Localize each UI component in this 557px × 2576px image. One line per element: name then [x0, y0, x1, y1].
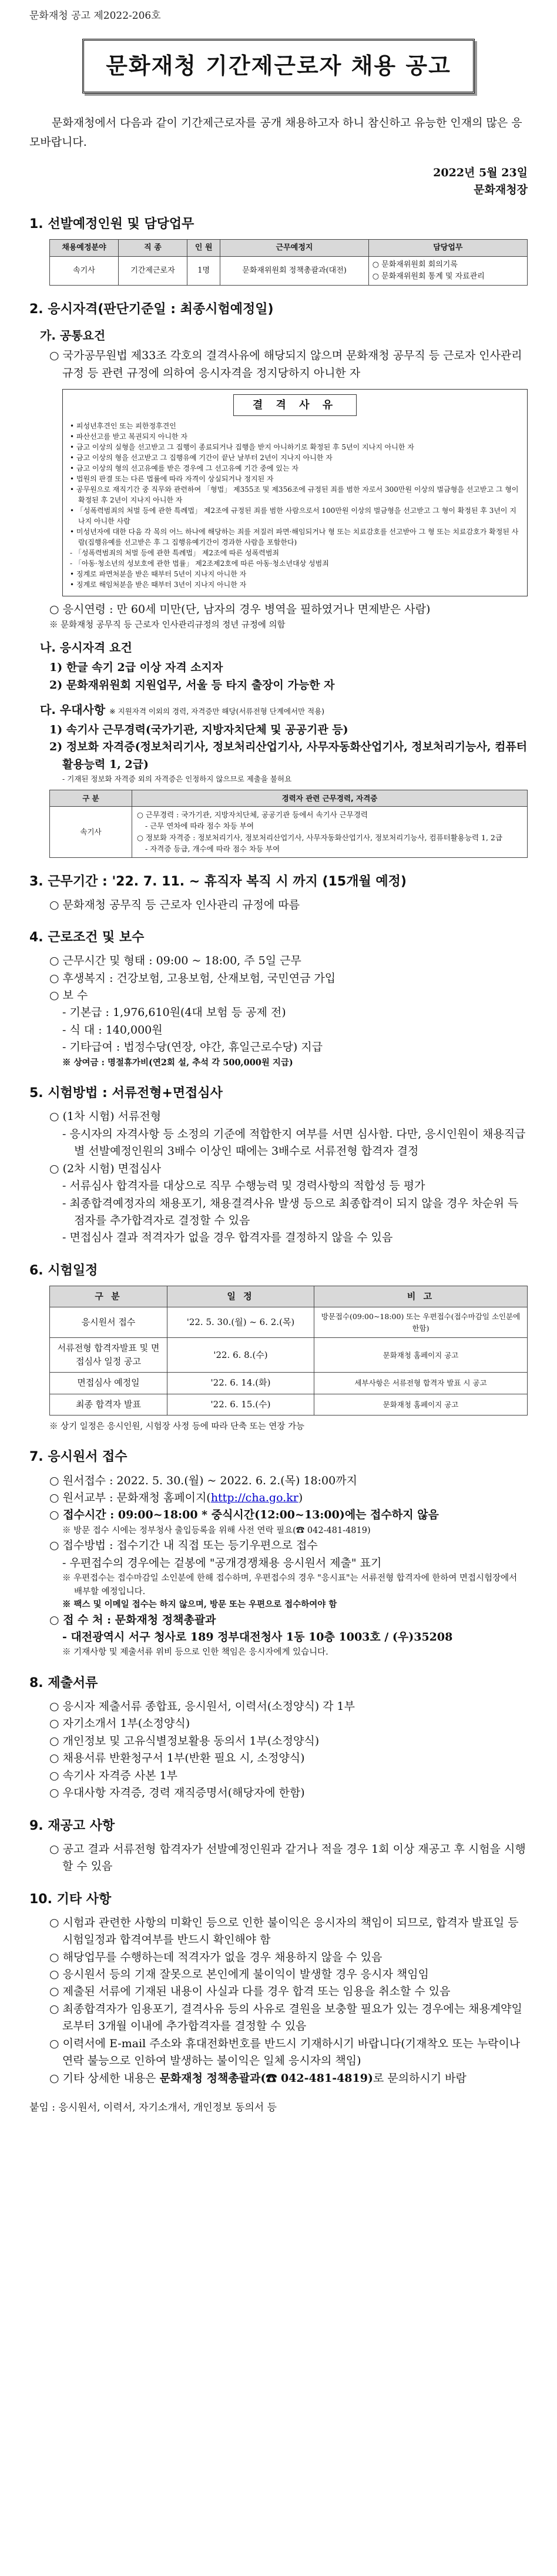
application-office: ○ 접 수 처 : 문화재청 정책총괄과 [49, 1613, 216, 1626]
table-cell: 기간제근로자 [118, 256, 187, 285]
requirement-item: 2) 문화재위원회 지원업무, 서울 등 타지 출장이 가능한 자 [49, 678, 335, 692]
table-cell: 최종 합격자 발표 [50, 1394, 167, 1415]
notice-number: 문화재청 공고 제2022-206호 [29, 10, 161, 22]
document-item: ○ 자기소개서 1부(소정양식) [49, 1717, 190, 1730]
qualification-line: ○ 정보화 자격증 : 정보처리기사, 정보처리산업기사, 사무자동화산업기사, 정보처리기능사, 컴퓨터활용능력 1, 2급 [137, 833, 502, 842]
work-period-rule: ○ 문화재청 공무직 등 근로자 인사관리 규정에 따름 [49, 898, 300, 911]
other-item: ○ 이력서에 E-mail 주소와 휴대전화번호를 반드시 기재하시기 바랍니다(기재착오 또는 누락이나 연락 불능으로 인하여 발생하는 불이익은 일체 응시자의 책임) [49, 2037, 521, 2068]
homepage-link[interactable]: http://cha.go.kr [210, 1491, 298, 1504]
table-cell: '22. 6. 14.(화) [167, 1373, 314, 1394]
table-header-row [50, 239, 528, 256]
contact-item [49, 2070, 528, 2087]
document-item: ○ 개인정보 및 고유식별정보활용 동의서 1부(소정양식) [49, 1734, 320, 1747]
exam-step-2: ○ (2차 시험) 면접심사 [49, 1162, 162, 1175]
table-cell: 문화재위원회 정책총괄과(대전) [220, 256, 368, 285]
table-cell: 문화재청 홈페이지 공고 [314, 1394, 528, 1415]
table-cell: 1명 [187, 256, 220, 285]
table-cell: 응시원서 접수 [50, 1307, 167, 1338]
section-1-heading: 1. 선발예정인원 및 담당업무 [29, 216, 194, 232]
qualification-line: - 근무 연차에 따라 점수 차등 부여 [145, 821, 254, 831]
other-pay: - 기타급여 : 법정수당(연장, 야간, 휴일근로수당) 지급 [62, 1041, 323, 1054]
table-header-cell: 비 고 [314, 1286, 528, 1307]
section-10-heading: 10. 기타 사항 [29, 1891, 112, 1907]
other-item: ○ 제출된 서류에 기재된 내용이 사실과 다를 경우 합격 또는 임용을 취소할 수 있음 [49, 1985, 451, 1998]
age-note: ※ 문화재청 공무직 등 근로자 인사관리규정의 정년 규정에 의함 [49, 620, 286, 630]
disqualification-item: • 미성년자에 대한 다음 각 목의 어느 하나에 해당하는 죄를 저질러 파면·해임되거나 형 또는 치료감호를 선고받아 그 형 또는 치료감호가 확정된 사람(집행유예를 선고받은 후 그 집행유예기간이 경과한 사람을 포함한다) [70, 528, 519, 547]
disqualification-item: - 「성폭력범죄의 처벌 등에 관한 특례법」 제2조에 따른 성폭력범죄 [70, 549, 280, 558]
application-method-note: ※ 우편접수는 접수마감일 소인분에 한해 접수하며, 우편접수의 경우 "응시표"는 서류전형 합격자에 한하여 면접시험장에서 배부할 예정입니다. [62, 1574, 518, 1596]
table-cell: '22. 6. 8.(수) [167, 1337, 314, 1373]
welfare: ○ 후생복지 : 건강보험, 고용보험, 산재보험, 국민연금 가입 [49, 971, 336, 985]
meal-pay: - 식 대 : 140,000원 [62, 1023, 163, 1037]
table-cell: 면접심사 예정일 [50, 1373, 167, 1394]
application-address: - 대전광역시 서구 청사로 189 정부대전청사 1동 10층 1003호 / (우)35208 [62, 1631, 453, 1643]
table-cell: 문화재청 홈페이지 공고 [314, 1337, 528, 1373]
form-source-suffix: ) [298, 1491, 303, 1504]
table-cell: 서류전형 합격자발표 및 면접심사 일정 공고 [50, 1337, 167, 1373]
subsection-common: 가. 공통요건 [40, 328, 106, 343]
application-method-note: ※ 팩스 및 이메일 접수는 하지 않으며, 방문 또는 우편으로 접수하여야 함 [62, 1599, 337, 1610]
table-row [50, 256, 528, 285]
disqualification-item: • 법원의 판결 또는 다른 법률에 따라 자격이 상실되거나 정지된 자 [70, 475, 274, 484]
table-row [50, 1307, 528, 1338]
table-cell: 세부사항은 서류전형 합격자 발표 시 공고 [314, 1373, 528, 1394]
document-item: ○ 우대사항 자격증, 경력 재직증명서(해당자에 한함) [49, 1786, 305, 1800]
table-header-cell: 인 원 [187, 239, 220, 256]
disqualification-item: • 피성년후견인 또는 피한정후견인 [70, 422, 176, 431]
section-3-heading: 3. 근무기간 : '22. 7. 11. ~ 휴직자 복직 시 까지 (15개월 예정) [29, 874, 407, 889]
subsection-preferences [40, 701, 528, 719]
section-2-heading: 2. 응시자격(판단기준일 : 최종시험예정일) [29, 302, 274, 317]
table-cell: 속기사 [50, 807, 132, 858]
disqualification-item: • 파산선고를 받고 복권되지 아니한 자 [70, 432, 188, 441]
exam-step-1: ○ (1차 시험) 서류전형 [49, 1110, 162, 1123]
disqualification-item: • 금고 이상의 실형을 선고받고 그 집행이 종료되거나 집행을 받지 아니하기로 확정된 후 5년이 지나지 아니한 자 [70, 443, 414, 452]
disqualification-item: • 징계로 파면처분을 받은 때부터 5년이 지나지 아니한 자 [70, 570, 247, 579]
page-title: 문화재청 기간제근로자 채용 공고 [82, 39, 475, 93]
re-announcement-text: ○ 공고 결과 서류전형 합격자가 선발예정인원과 같거나 적을 경우 1회 이상 재공고 후 시험을 시행할 수 있음 [49, 1842, 526, 1873]
table-cell: 방문접수(09:00~18:00) 또는 우편접수(접수마감일 소인분에 한함) [314, 1307, 528, 1338]
disqualification-item: • 징계로 해임처분을 받은 때부터 3년이 지나지 아니한 자 [70, 581, 247, 589]
table-header-cell: 직 종 [118, 239, 187, 256]
table-header-cell: 경력자 관련 근무경력, 자격증 [132, 790, 528, 806]
disqualification-item: • 「성폭력범죄의 처벌 등에 관한 특례법」 제2조에 규정된 죄를 범한 사람으로서 100만원 이상의 벌금형을 선고받고 그 형이 확정된 후 3년이 지나지 아니한 사람 [70, 507, 516, 526]
disqualification-item: • 금고 이상의 형의 선고유예를 받은 경우에 그 선고유예 기간 중에 있는 자 [70, 464, 299, 473]
table-header-row [50, 790, 528, 806]
common-requirement-text: ○ 국가공무원법 제33조 각호의 결격사유에 해당되지 않으며 문화재청 공무직 등 근로자 인사관리규정 등 관련 규정에 의하여 응시자격을 정지당하지 아니한 자 [49, 349, 522, 380]
application-responsibility-note: ※ 기재사항 및 제출서류 위비 등으로 인한 책임은 응시자에게 있습니다. [62, 1648, 328, 1658]
document-item: ○ 속기사 자격증 사본 1부 [49, 1769, 178, 1782]
table-row [50, 1337, 528, 1373]
preferences-note: ※ 지원자격 이외의 경력, 자격증만 해당(서류전형 단계에서만 적용) [109, 706, 325, 716]
section-8-heading: 8. 제출서류 [29, 1675, 98, 1690]
document-item: ○ 응시자 제출서류 종합표, 응시원서, 이력서(소정양식) 각 1부 [49, 1700, 355, 1713]
intro-text: 문화재청에서 다음과 같이 기간제근로자를 공개 채용하고자 하니 참신하고 유능한 인재의 많은 응모바랍니다. [29, 116, 522, 149]
exam-step-2-text: - 서류심사 합격자를 대상으로 직무 수행능력 및 경력사항의 적합성 등 평가 [62, 1179, 425, 1193]
disqualification-item: - 「아동·청소년의 성보호에 관한 법률」 제2조제2호에 따른 아동·청소년대상 성범죄 [70, 559, 329, 568]
table-header-cell: 일 정 [167, 1286, 314, 1307]
other-item: ○ 응시원서 등의 기재 잘못으로 본인에게 불이익이 발생할 경우 응시자 책임임 [49, 1968, 429, 1981]
exam-step-2-text: - 면접심사 결과 적격자가 없을 경우 합격자를 결정하지 않을 수 있음 [62, 1231, 393, 1245]
table-header-cell: 구 분 [50, 790, 132, 806]
table-header-row [50, 1286, 528, 1307]
section-7-heading: 7. 응시원서 접수 [29, 1450, 127, 1465]
table-cell: 속기사 [50, 256, 119, 285]
table-header-cell: 채용예정분야 [50, 239, 119, 256]
preference-note: - 기재된 정보화 자격증 외의 자격증은 인정하지 않으므로 제출을 불허요 [62, 774, 292, 784]
qualification-table [49, 790, 528, 858]
table-cell: '22. 5. 30.(월) ~ 6. 2.(목) [167, 1307, 314, 1338]
other-item: ○ 최종합격자가 임용포기, 결격사유 등의 사유로 결원을 보충할 필요가 있는 경우에는 채용계약일로부터 3개월 이내에 추가합격자를 결정할 수 있음 [49, 2002, 522, 2033]
table-header-cell: 근무예정지 [220, 239, 368, 256]
schedule-table [49, 1286, 528, 1416]
contact-department: 문화재청 정책총괄과(☎ 042-481-4819) [159, 2071, 373, 2085]
requirement-item: 1) 한글 속기 2급 이상 자격 소지자 [49, 661, 223, 675]
table-row [50, 1373, 528, 1394]
schedule-note: ※ 상기 일정은 응시인원, 시험장 사정 등에 따라 단축 또는 연장 가능 [49, 1421, 304, 1431]
preference-item: 1) 속기사 근무경력(국가기관, 지방자치단체 및 공공기관 등) [49, 723, 348, 736]
disqualification-list [70, 421, 520, 590]
bonus-note: ※ 상여금 : 명절휴가비(연2회 설, 추석 각 500,000원 지급) [62, 1057, 293, 1068]
table-cell: '22. 6. 15.(수) [167, 1394, 314, 1415]
application-hours: ○ 접수시간 : 09:00~18:00 * 중식시간(12:00~13:00)에는 접수하지 않음 [49, 1508, 439, 1522]
issuing-org: 문화재청장 [474, 183, 528, 197]
attachments-line: 붙임 : 응시원서, 이력서, 자기소개서, 개인정보 동의서 등 [29, 2102, 277, 2114]
notice-date: 2022년 5월 23일 [433, 166, 528, 179]
base-pay: - 기본급 : 1,976,610원(4대 보험 등 공제 전) [62, 1006, 286, 1019]
table-header-cell: 구 분 [50, 1286, 167, 1307]
subsection-requirements: 나. 응시자격 요건 [40, 640, 132, 655]
section-6-heading: 6. 시험일정 [29, 1263, 98, 1278]
other-item: ○ 해당업무를 수행하는데 적격자가 없을 경우 채용하지 않을 수 있음 [49, 1950, 382, 1964]
contact-prefix: ○ 기타 상세한 내용은 [49, 2071, 160, 2085]
age-requirement: ○ 응시연령 : 만 60세 미만(단, 남자의 경우 병역을 필하였거나 면제받은 사람) [49, 603, 431, 616]
section-5-heading: 5. 시험방법 : 서류전형+면접심사 [29, 1086, 223, 1101]
other-item: ○ 시험과 관련한 사항의 미확인 등으로 인한 불이익은 응시자의 책임이 되므로, 합격자 발표일 등 시험일정과 합격여부를 반드시 확인해야 함 [49, 1916, 519, 1947]
position-table [49, 239, 528, 286]
exam-step-1-text: - 응시자의 자격사항 등 소정의 기준에 적합한지 여부를 서면 심사함. 다만, 응시인원이 채용직급별 선발예정인원의 3배수 이상인 때에는 3배수로 서류전형 합격자 결정 [62, 1127, 526, 1158]
application-method-mail: - 우편접수의 경우에는 겉봉에 "공개경쟁채용 응시원서 제출" 표기 [62, 1556, 382, 1569]
table-cell: ○ 문화재위원회 회의기록 ○ 문화재위원회 통계 및 자료관리 [368, 256, 527, 285]
preferences-label: 다. 우대사항 [40, 702, 106, 717]
application-method: ○ 접수방법 : 접수기간 내 직접 또는 등기우편으로 접수 [49, 1539, 318, 1552]
contact-suffix: 로 문의하시기 바람 [373, 2071, 467, 2085]
qualification-line: ○ 근무경력 : 국가기관, 지방자치단체, 공공기관 등에서 속기사 근무경력 [137, 810, 368, 820]
disqualification-title: 결 격 사 유 [233, 394, 357, 416]
application-hours-note: ※ 방문 접수 시에는 정부청사 출입등록을 위해 사전 연락 필요(☎ 042-481-4819) [62, 1525, 371, 1535]
table-cell [132, 807, 528, 858]
table-row [50, 1394, 528, 1415]
document-item: ○ 채용서류 반환청구서 1부(반환 필요 시, 소정양식) [49, 1752, 305, 1765]
section-4-heading: 4. 근로조건 및 보수 [29, 930, 145, 945]
application-period: ○ 원서접수 : 2022. 5. 30.(월) ~ 2022. 6. 2.(목) 18:00까지 [49, 1474, 357, 1487]
table-row [50, 807, 528, 858]
qualification-line: - 자격증 등급, 개수에 따라 점수 차등 부여 [145, 844, 280, 854]
work-hours: ○ 근무시간 및 형태 : 09:00 ~ 18:00, 주 5일 근무 [49, 954, 301, 968]
exam-step-2-text: - 최종합격예정자의 채용포기, 채용결격사유 발생 등으로 최종합격이 되지 않을 경우 차순위 득점자를 추가합격자로 결정할 수 있음 [62, 1196, 519, 1227]
disqualification-box [62, 389, 528, 596]
disqualification-item: • 금고 이상의 형을 선고받고 그 집행유예 기간이 끝난 날부터 2년이 지나지 아니한 자 [70, 454, 333, 462]
application-form-source [49, 1490, 528, 1507]
disqualification-item: • 공무원으로 재직기간 중 직무와 관련하여 「형법」 제355조 및 제356조에 규정된 죄를 범한 자로서 300만원 이상의 벌금형을 선고받고 그 형이 확정된 후 2년이 지나지 아니한 자 [70, 485, 519, 505]
form-source-prefix: ○ 원서교부 : 문화재청 홈페이지( [49, 1491, 211, 1504]
table-header-cell: 담당업무 [368, 239, 527, 256]
section-9-heading: 9. 재공고 사항 [29, 1818, 115, 1833]
preference-item: 2) 정보화 자격증(정보처리기사, 정보처리산업기사, 사무자동화산업기사, 정보처리기능사, 컴퓨터활용능력 1, 2급) [49, 740, 528, 771]
pay-label: ○ 보 수 [49, 989, 88, 1002]
